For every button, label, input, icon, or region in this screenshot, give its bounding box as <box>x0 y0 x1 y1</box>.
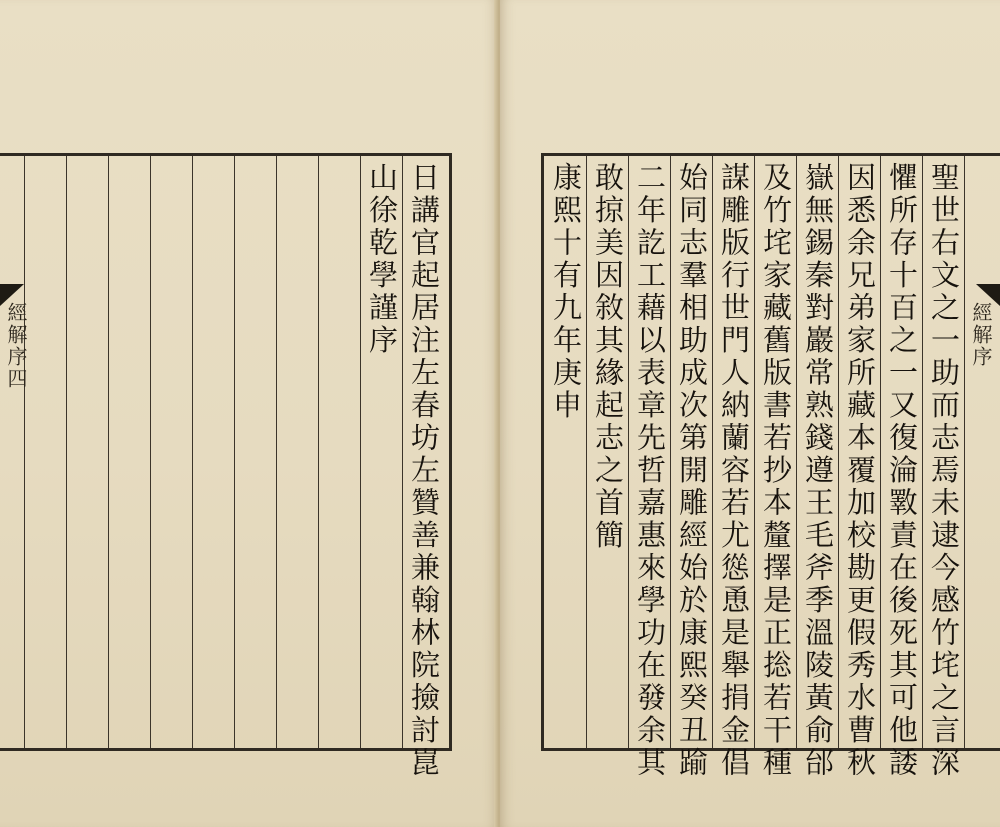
column-rule <box>66 156 67 748</box>
text-column: 謀雕版行世門人納蘭容若尤慫恿是舉捐金倡 <box>717 162 751 780</box>
column-rule <box>796 156 797 748</box>
text-column: 山徐乾學謹序 <box>365 162 399 357</box>
right-text-frame <box>541 153 1000 780</box>
column-rule <box>880 156 881 748</box>
column-rule <box>586 156 587 748</box>
column-rule <box>922 156 923 748</box>
text-column: 日講官起居注左春坊左贊善兼翰林院撿討崑 <box>407 162 441 780</box>
column-rule <box>318 156 319 748</box>
column-rule <box>712 156 713 748</box>
column-rule <box>24 156 25 748</box>
left-text-frame <box>0 153 452 780</box>
text-column: 始同志羣相助成次第開雕經始於康熙癸丑踰 <box>675 162 709 780</box>
column-rule <box>754 156 755 748</box>
left-page <box>0 0 498 827</box>
text-column: 敢掠美因敘其緣起志之首簡 <box>591 162 625 552</box>
margin-label: 經解序四 <box>4 302 28 390</box>
column-rule <box>276 156 277 748</box>
margin-label: 經解序 <box>969 302 993 368</box>
text-column: 因悉余兄弟家所藏本覆加校勘更假秀水曹秋 <box>843 162 877 780</box>
text-column: 康熙十有九年庚申 <box>549 162 583 422</box>
text-column: 嶽無錫秦對巖常熟錢遵王毛斧季溫陵黃俞邰 <box>801 162 835 780</box>
column-rule <box>838 156 839 748</box>
right-page <box>500 0 1000 827</box>
column-rule <box>192 156 193 748</box>
text-column: 二年訖工藉以表章先哲嘉惠來學功在發余其 <box>633 162 667 780</box>
column-rule <box>234 156 235 748</box>
column-rule <box>628 156 629 748</box>
text-column: 聖世右文之一助而志焉未逮今感竹垞之言深 <box>927 162 961 780</box>
column-rule <box>360 156 361 748</box>
column-rule <box>402 156 403 748</box>
text-column: 懼所存十百之一又復淪斁責在後死其可他諉 <box>885 162 919 780</box>
column-rule <box>964 156 965 748</box>
column-rule <box>150 156 151 748</box>
text-column: 及竹垞家藏舊版書若抄本釐擇是正捴若干種 <box>759 162 793 780</box>
column-rule <box>670 156 671 748</box>
column-rule <box>108 156 109 748</box>
